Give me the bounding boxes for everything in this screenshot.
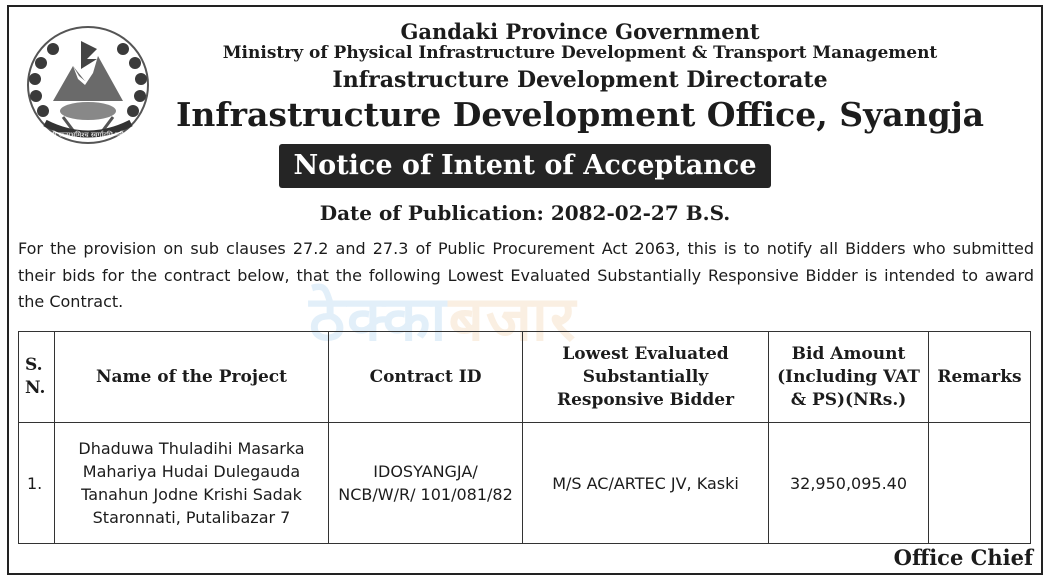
table-row bbox=[19, 423, 1031, 544]
ministry-name: Ministry of Physical Infrastructure Development & Transport Management bbox=[222, 43, 938, 63]
directorate-name: Infrastructure Development Directorate bbox=[332, 67, 828, 93]
watermark-part1: ठेक्का bbox=[309, 282, 449, 355]
header-remarks: Remarks bbox=[929, 332, 1031, 423]
header-sn: S. N. bbox=[19, 332, 55, 423]
header-project: Name of the Project bbox=[55, 332, 329, 423]
header-contract-id: Contract ID bbox=[329, 332, 523, 423]
office-name: Infrastructure Development Office, Syangja bbox=[175, 95, 985, 134]
nepal-emblem-icon bbox=[23, 21, 153, 149]
cell-contract-id: IDOSYANGJA/ NCB/W/R/ 101/081/82 bbox=[329, 423, 523, 544]
cell-remarks bbox=[929, 423, 1031, 544]
header-bidder: Lowest Evaluated Substantially Responsive Bidder bbox=[523, 332, 769, 423]
cell-bidder: M/S AC/ARTEC JV, Kaski bbox=[523, 423, 769, 544]
notice-frame bbox=[7, 5, 1043, 575]
cell-project: Dhaduwa Thuladihi Masarka Mahariya Hudai Dulegauda Tanahun Jodne Krishi Sadak Staronnati, Putalibazar 7 bbox=[55, 423, 329, 544]
notice-body: For the provision on sub clauses 27.2 and 27.3 of Public Procurement Act 2063, this is to notify all Bidders who submitted their bids for the contract below, that the following Lowest Evaluated Substantially Responsive Bidder is intended to award the Contract. bbox=[18, 239, 1034, 311]
government-name: Gandaki Province Government bbox=[400, 19, 760, 44]
cell-amount: 32,950,095.40 bbox=[769, 423, 929, 544]
publication-date: Date of Publication: 2082-02-27 B.S. bbox=[319, 201, 731, 225]
notice-title: Notice of Intent of Acceptance bbox=[279, 144, 771, 188]
watermark-part2: बजार bbox=[448, 282, 578, 355]
award-table bbox=[18, 331, 1031, 544]
emblem-motto: जननी जन्मभूमिश्च स्वर्गादपि गरीयसी bbox=[41, 131, 135, 139]
signature: Office Chief bbox=[893, 545, 1033, 570]
table-header-row bbox=[19, 332, 1031, 423]
cell-sn: 1. bbox=[19, 423, 55, 544]
header-amount: Bid Amount (Including VAT & PS)(NRs.) bbox=[769, 332, 929, 423]
